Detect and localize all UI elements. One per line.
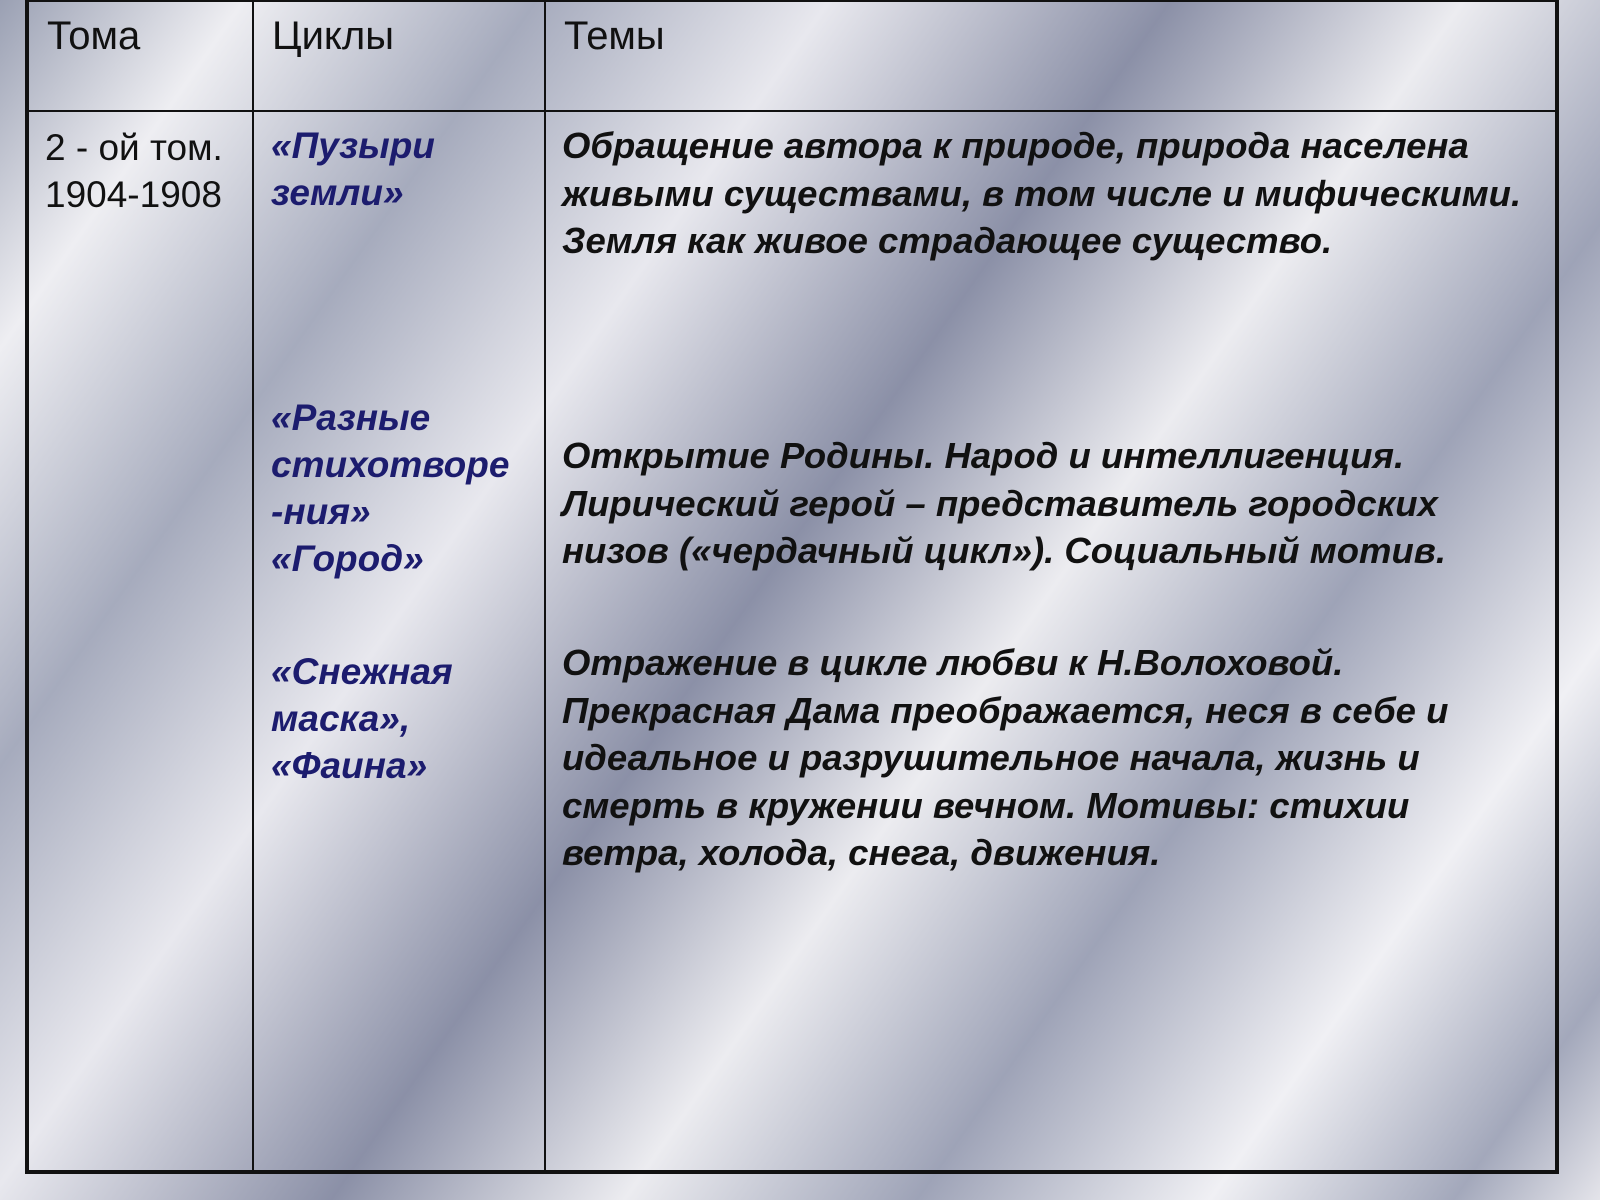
cycles-cell: [253, 111, 545, 1172]
cycle-snezhnaya-maska: [271, 648, 536, 789]
themes-cell: [545, 111, 1557, 1172]
cycle-line: «Фаина»: [271, 745, 428, 786]
header-volumes: Тома: [27, 1, 253, 111]
volume-years: 1904-1908: [45, 174, 222, 215]
cycle-line: «Город»: [271, 538, 424, 579]
cycle-line: «Пузыри: [271, 125, 435, 166]
cycle-line: маска»,: [271, 698, 411, 739]
cycle-line: «Разные: [271, 397, 431, 438]
cycle-line: земли»: [271, 172, 404, 213]
table-row: [27, 111, 1557, 1172]
header-cycles: Циклы: [253, 1, 545, 111]
table-header-row: [27, 1, 1557, 111]
cycle-raznye-gorod: [271, 394, 536, 582]
theme-volokhova: Отражение в цикле любви к Н.Волоховой. Прекрасная Дама преображается, неся в себе и идеальное и разрушительное начала, жизнь и смерть в кружении вечном. Мотивы: стихии ветра, холода, снега, движения.: [562, 642, 1449, 873]
theme-nature: Обращение автора к природе, природа населена живыми существами, в том числе и мифическими. Земля как живое страдающее существо.: [562, 125, 1522, 261]
theme-homeland: Открытие Родины. Народ и интеллигенция. Лирический герой – представитель городских низов («чердачный цикл»). Социальный мотив.: [562, 435, 1446, 571]
cycle-line: -ния»: [271, 491, 371, 532]
volume-cell: [27, 111, 253, 1172]
cycle-puzyri-zemli: [271, 122, 536, 216]
header-themes: Темы: [545, 1, 1557, 111]
cycle-line: «Снежная: [271, 651, 453, 692]
volume-label: 2 - ой том.: [45, 127, 223, 168]
cycle-line: стихотворе: [271, 444, 510, 485]
volumes-table: [25, 0, 1559, 1174]
